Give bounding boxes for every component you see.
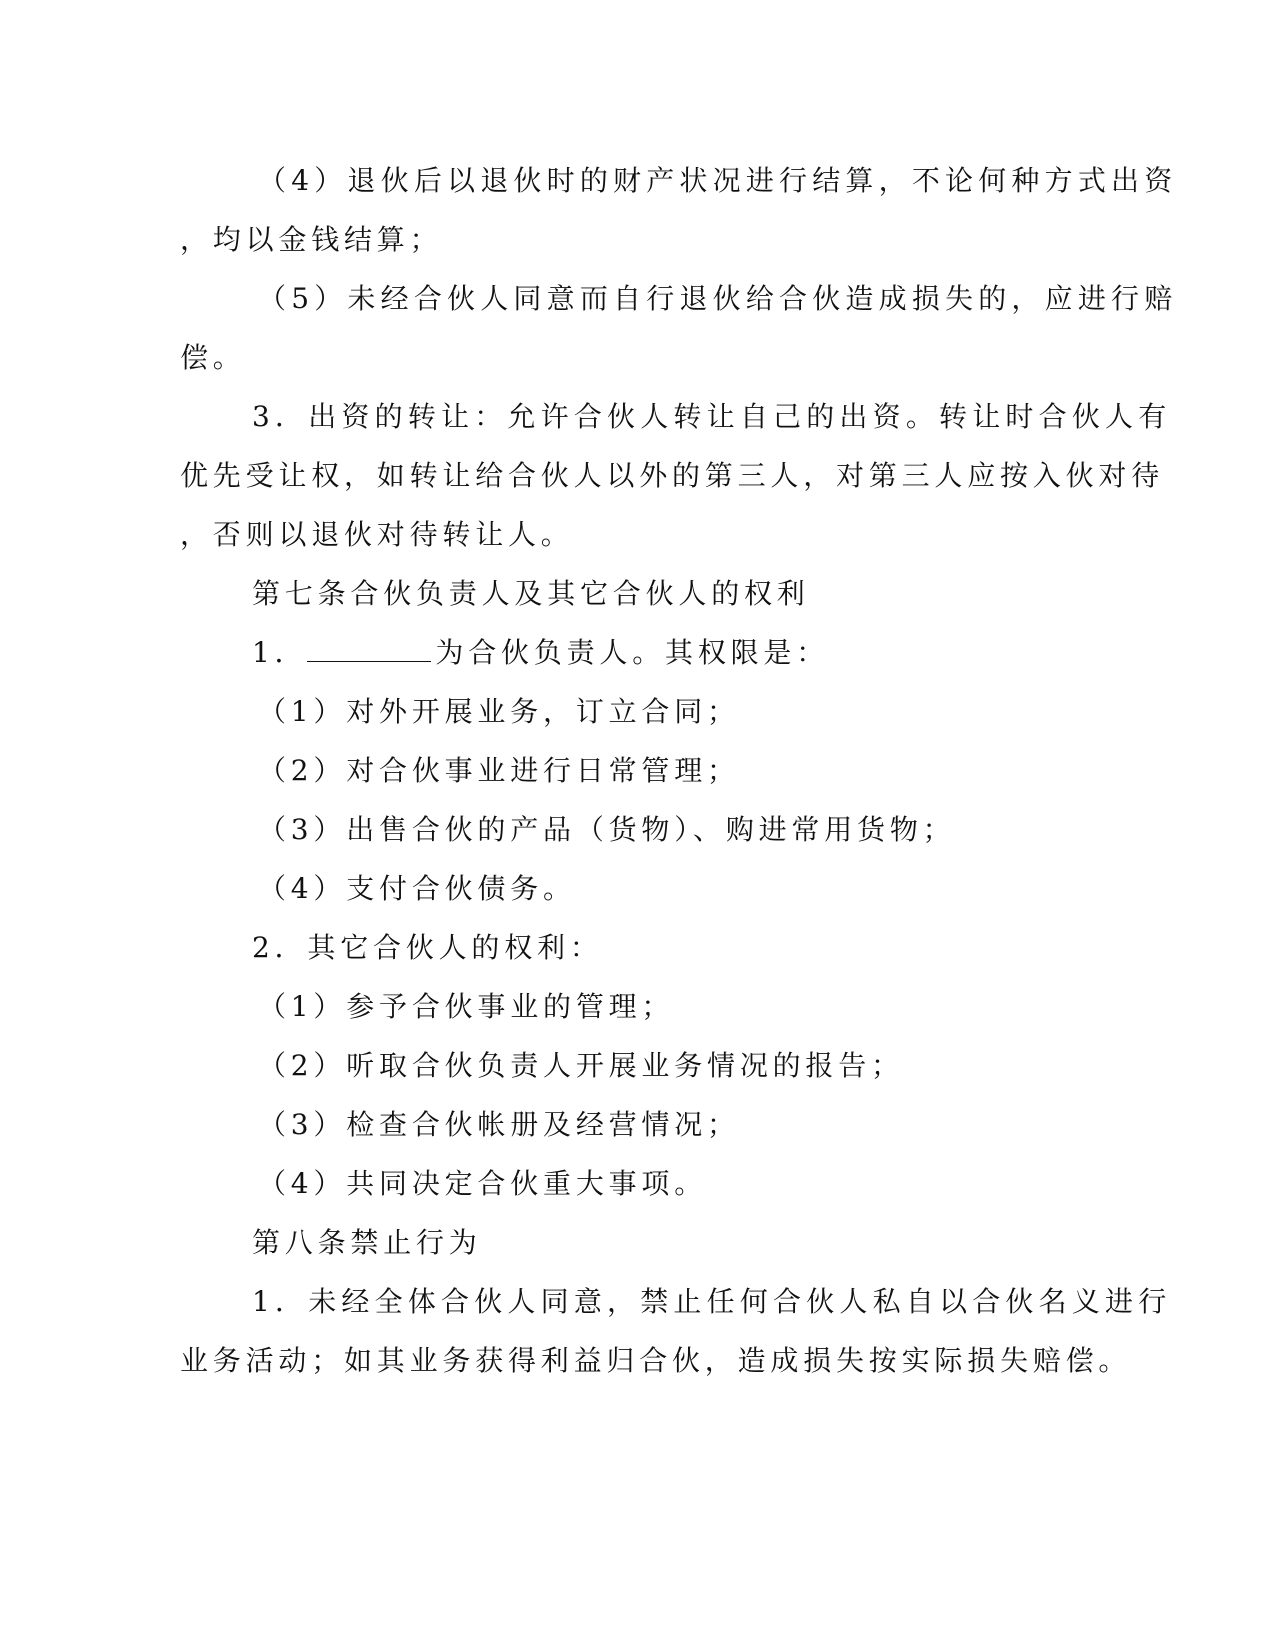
paragraph-text: 为合伙负责人。其权限是： (435, 636, 830, 669)
section-heading: 第八条禁止行为 (252, 1226, 482, 1259)
list-item: （3）检查合伙帐册及经营情况； (258, 1108, 740, 1141)
list-item: （1）参予合伙事业的管理； (258, 990, 675, 1023)
paragraph-line: ，均以金钱结算； (180, 223, 443, 256)
list-item: （2）对合伙事业进行日常管理； (258, 754, 740, 787)
list-item: （1）对外开展业务，订立合同； (258, 695, 740, 728)
paragraph-line: 1．未经全体合伙人同意，禁止任何合伙人私自以合伙名义进行 (252, 1285, 1172, 1318)
paragraph-line: （4）退伙后以退伙时的财产状况进行结算，不论何种方式出资 (258, 164, 1178, 197)
list-item: （4）支付合伙债务。 (258, 872, 576, 905)
list-item: （3）出售合伙的产品（货物）、购进常用货物； (258, 813, 956, 846)
item-number: 1． (252, 636, 308, 669)
paragraph-line: 3．出资的转让：允许合伙人转让自己的出资。转让时合伙人有 (252, 400, 1172, 433)
paragraph-line: 业务活动；如其业务获得利益归合伙，造成损失按实际损失赔偿。 (180, 1344, 1132, 1377)
section-heading: 第七条合伙负责人及其它合伙人的权利 (252, 577, 810, 610)
list-item: （4）共同决定合伙重大事项。 (258, 1167, 708, 1200)
paragraph-line: （5）未经合伙人同意而自行退伙给合伙造成损失的，应进行赔 (258, 282, 1178, 315)
paragraph-line: 偿。 (180, 341, 246, 374)
paragraph-line: 2．其它合伙人的权利： (252, 931, 603, 964)
responsible-partner-line (252, 635, 829, 671)
fill-in-blank (307, 637, 431, 662)
paragraph-line: 优先受让权，如转让给合伙人以外的第三人，对第三人应按入伙对待 (180, 459, 1165, 492)
list-item: （2）听取合伙负责人开展业务情况的报告； (258, 1049, 904, 1082)
paragraph-line: ，否则以退伙对待转让人。 (180, 518, 574, 551)
